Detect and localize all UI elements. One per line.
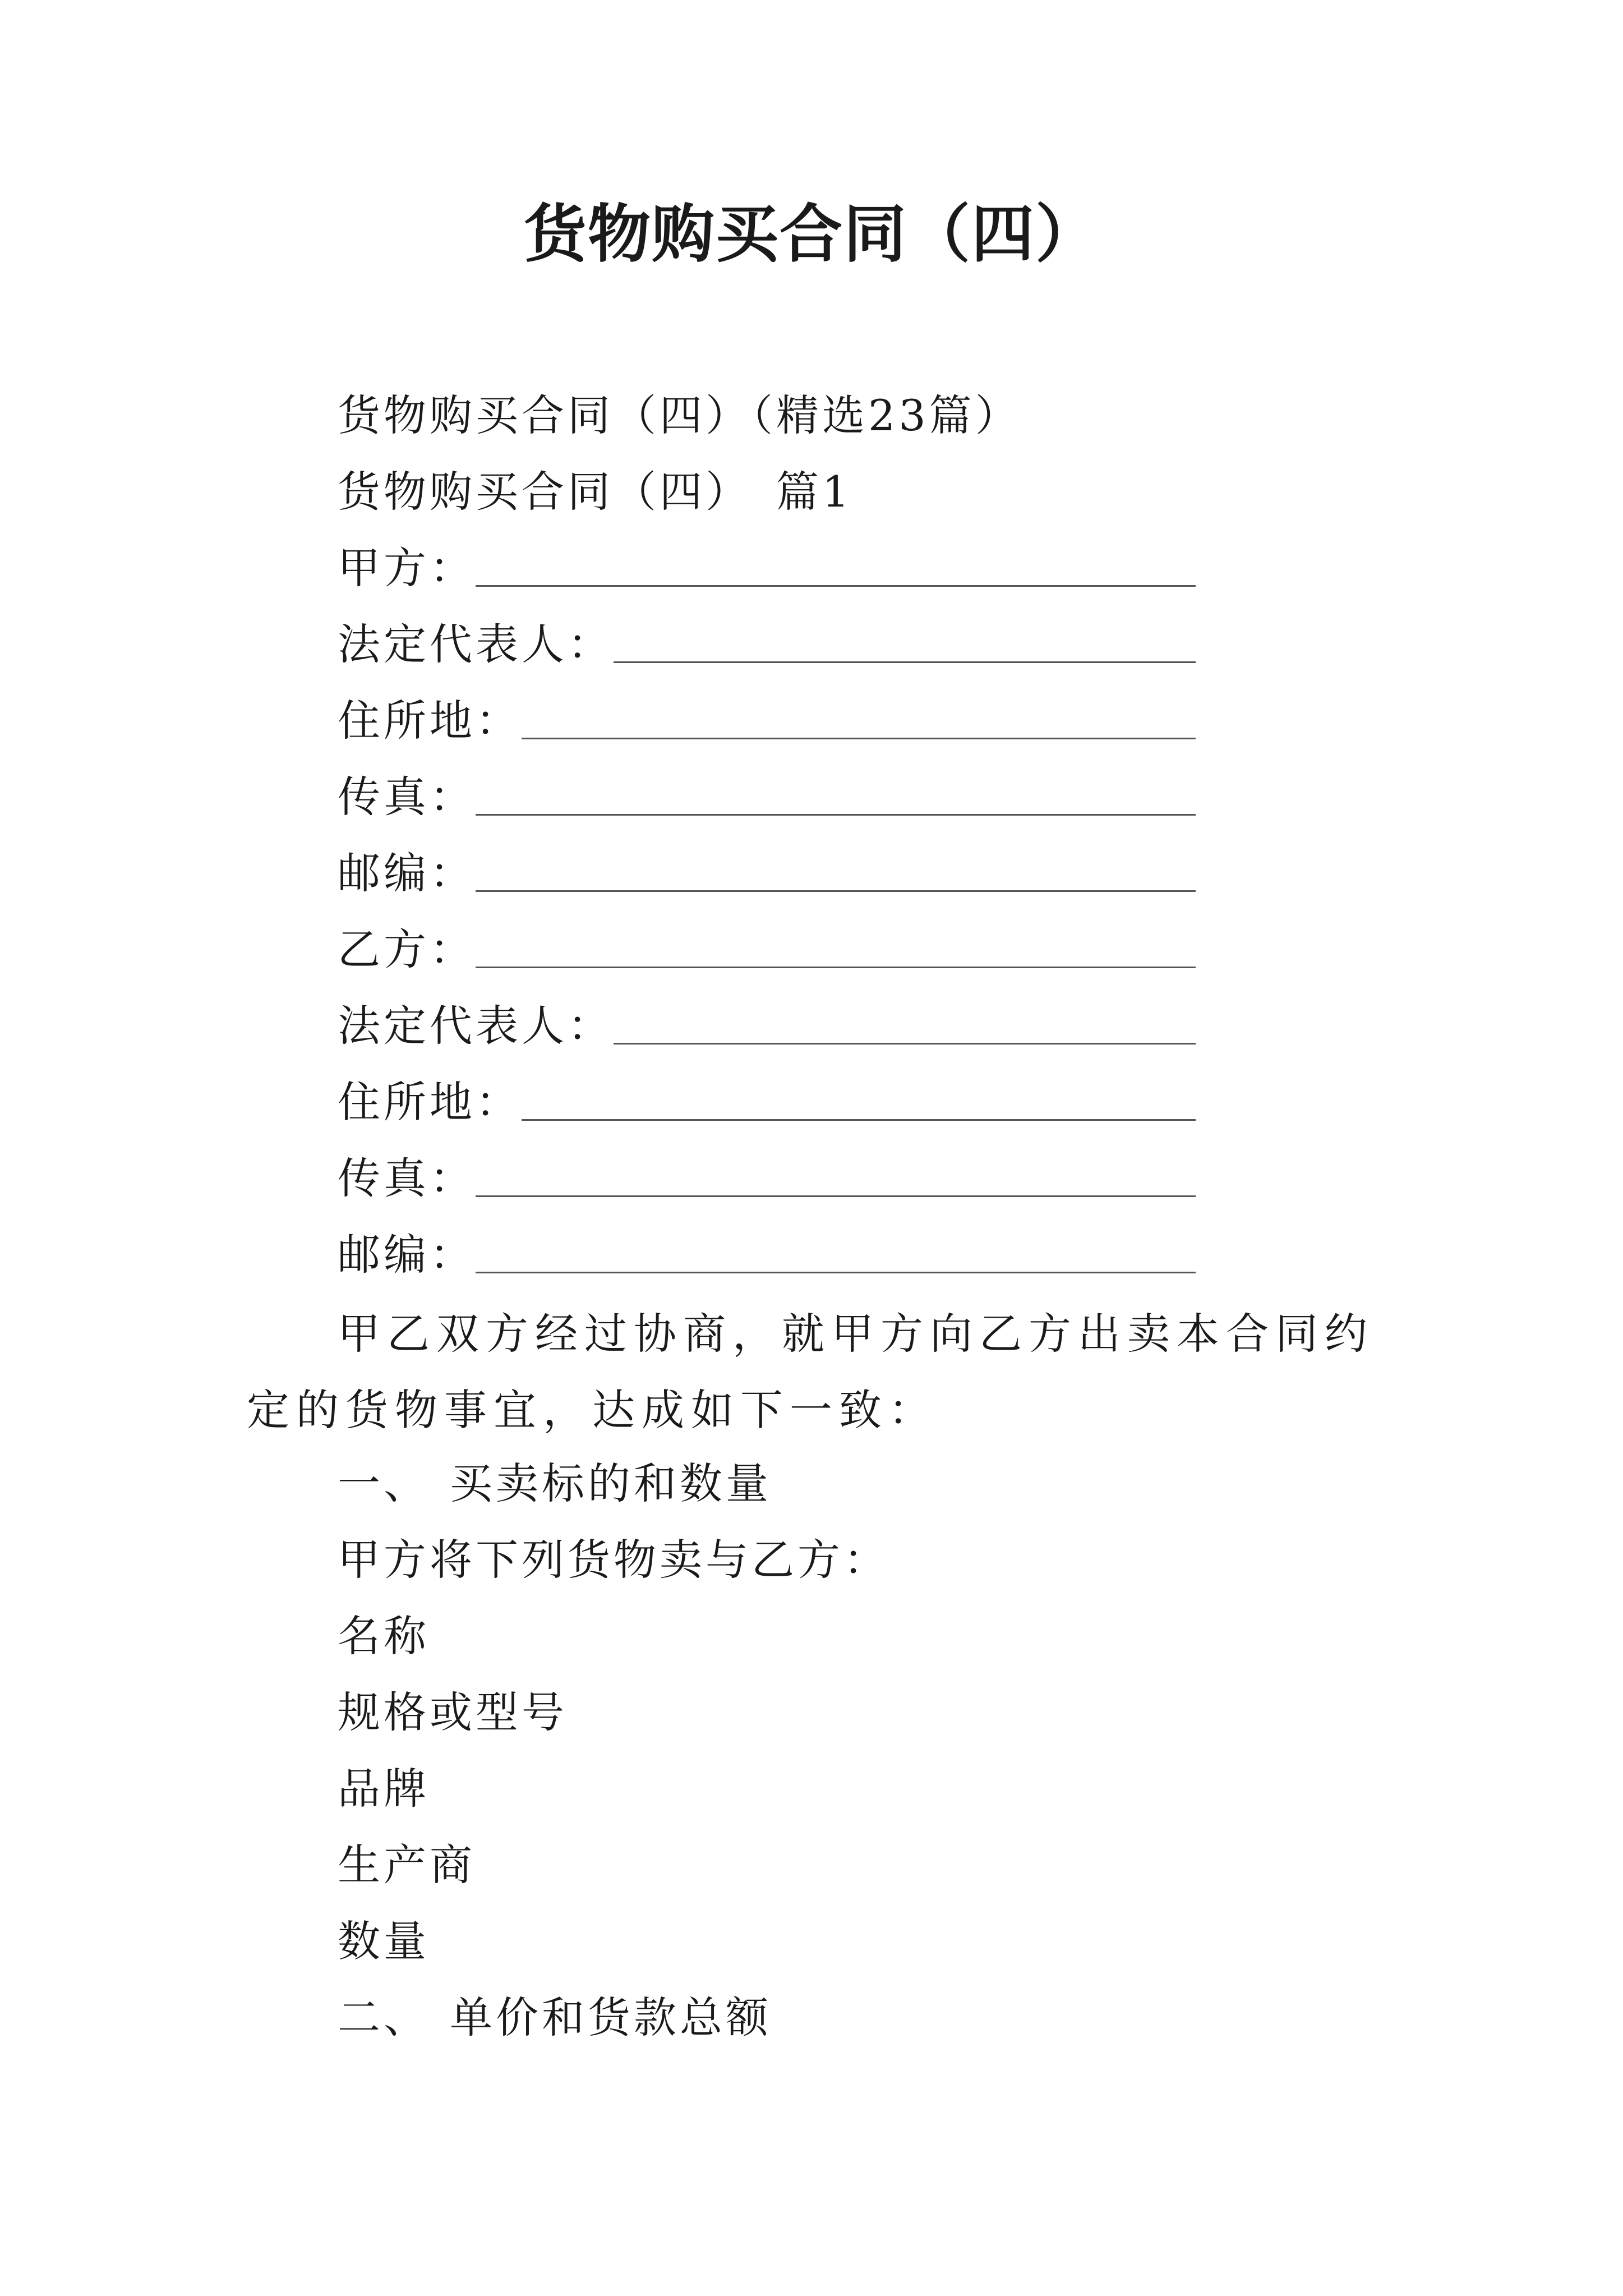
- party-b-postcode-field: [338, 1224, 1196, 1286]
- party-a-fax-field: [338, 766, 1196, 828]
- party-b-postcode-label: 邮编：: [338, 1230, 476, 1280]
- party-b-address-label: 住所地：: [338, 1077, 522, 1127]
- party-b-blank: [476, 937, 1196, 968]
- clause-1-number: 一、: [338, 1458, 430, 1508]
- party-a-postcode-blank: [476, 861, 1196, 892]
- party-b-fax-field: [338, 1148, 1196, 1209]
- party-a-address-label: 住所地：: [338, 696, 522, 746]
- party-a-rep-label: 法定代表人：: [338, 619, 614, 669]
- page-title: 货物购买合同（四）: [524, 197, 1099, 271]
- item-manufacturer: 生产商: [338, 1840, 476, 1890]
- party-a-fax-label: 传真：: [338, 772, 476, 822]
- item-quantity: 数量: [338, 1916, 430, 1966]
- party-a-fax-blank: [476, 785, 1196, 816]
- party-a-postcode-label: 邮编：: [338, 848, 476, 898]
- clause-2-title: 单价和货款总额: [450, 1993, 772, 2042]
- party-b-fax-label: 传真：: [338, 1153, 476, 1203]
- party-b-postcode-blank: [476, 1243, 1196, 1273]
- party-a-address-field: [338, 690, 1196, 752]
- party-b-rep-field: [338, 995, 1196, 1057]
- party-a-address-blank: [522, 708, 1196, 739]
- party-a-rep-field: [338, 614, 1196, 675]
- party-b-fax-blank: [476, 1166, 1196, 1197]
- party-a-label: 甲方：: [338, 543, 476, 593]
- party-b-address-blank: [522, 1090, 1196, 1121]
- clause-1-text: 甲方将下列货物卖与乙方：: [338, 1535, 889, 1585]
- party-b-address-field: [338, 1071, 1196, 1133]
- party-b-label: 乙方：: [338, 924, 476, 974]
- party-a-field: [338, 537, 1196, 599]
- party-b-field: [338, 919, 1196, 981]
- party-a-blank: [476, 556, 1196, 587]
- intro-paragraph: 甲乙双方经过协商，就甲方向乙方出卖本合同约定的货物事宜，达成如下一致：: [247, 1309, 1374, 1435]
- item-name: 名称: [338, 1611, 430, 1661]
- clause-2-number: 二、: [338, 1993, 430, 2042]
- subtitle: 货物购买合同（四）（精选23篇）: [338, 390, 1021, 440]
- item-spec: 规格或型号: [338, 1687, 568, 1737]
- item-brand: 品牌: [338, 1764, 430, 1814]
- party-a-rep-blank: [614, 632, 1196, 663]
- clause-1-heading: [338, 1453, 772, 1515]
- section-heading: 货物购买合同（四） 篇1: [338, 467, 853, 517]
- party-a-postcode-field: [338, 843, 1196, 904]
- party-b-rep-label: 法定代表人：: [338, 1001, 614, 1051]
- clause-2-heading: [338, 1987, 772, 2049]
- clause-1-title: 买卖标的和数量: [450, 1458, 772, 1508]
- party-b-rep-blank: [614, 1014, 1196, 1045]
